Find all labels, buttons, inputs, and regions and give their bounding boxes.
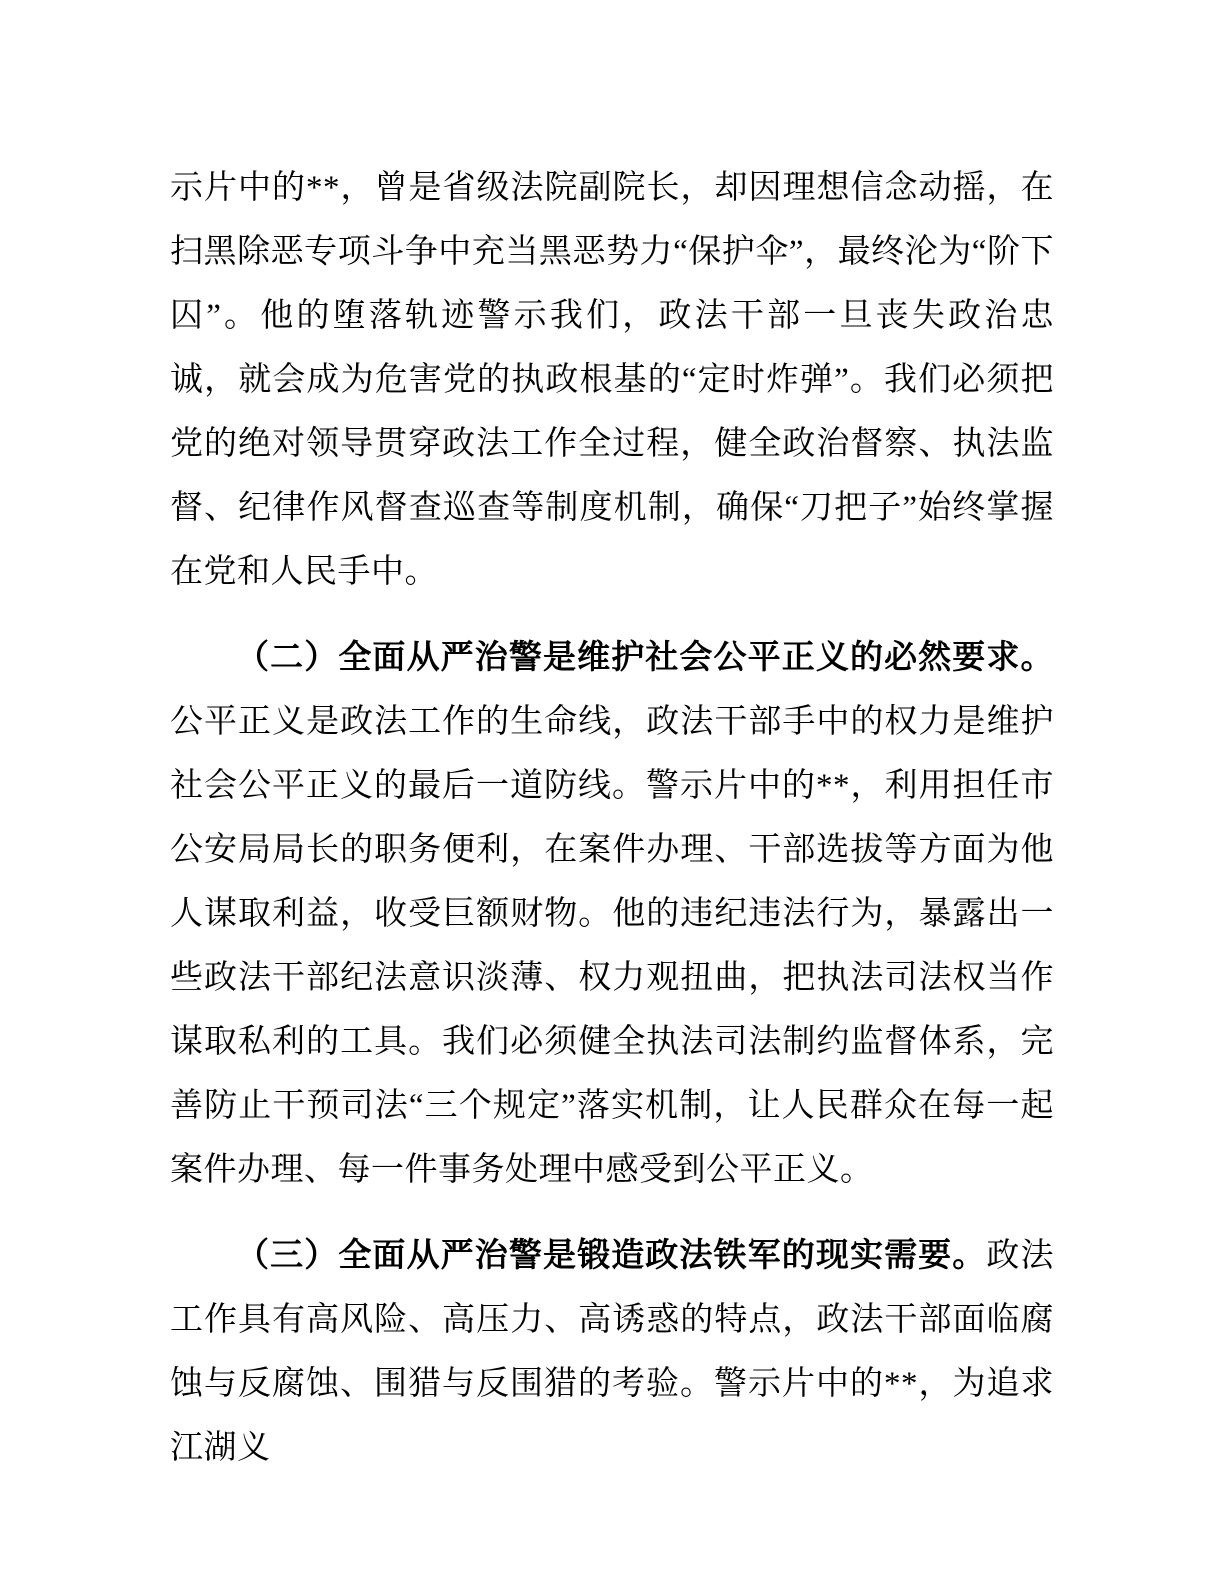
section-heading: （二）全面从严治警是维护社会公平正义的必然要求。 [236, 638, 1054, 675]
section-heading: （三）全面从严治警是锻造政法铁军的现实需要。 [236, 1236, 987, 1273]
paragraph [170, 156, 1054, 604]
paragraph-text: 公平正义是政法工作的生命线，政法干部手中的权力是维护社会公平正义的最后一道防线。警示片中的**，利用担任市公安局局长的职务便利，在案件办理、干部选拔等方面为他人谋取利益，收受巨额财物。他的违纪违法行为，暴露出一些政法干部纪法意识淡薄、权力观扭曲，把执法司法权当作谋取私利的工具。我们必须健全执法司法制约监督体系，完善防止干预司法“三个规定”落实机制，让人民群众在每一起案件办理、每一件事务处理中感受到公平正义。 [170, 704, 1054, 1188]
paragraph-text: 示片中的**，曾是省级法院副院长，却因理想信念动摇，在扫黑除恶专项斗争中充当黑恶势力“保护伞”，最终沦为“阶下囚”。他的堕落轨迹警示我们，政法干部一旦丧失政治忠诚，就会成为危害党的执政根基的“定时炸弹”。我们必须把党的绝对领导贯穿政法工作全过程，健全政治督察、执法监督、纪律作风督查巡查等制度机制，确保“刀把子”始终掌握在党和人民手中。 [170, 170, 1054, 590]
document-body [170, 156, 1054, 1480]
paragraph [170, 625, 1054, 1202]
paragraph [170, 1223, 1054, 1480]
paragraph-text: 政法工作具有高风险、高压力、高诱惑的特点，政法干部面临腐蚀与反腐蚀、围猎与反围猎的考验。警示片中的**，为追求江湖义 [170, 1238, 1055, 1466]
